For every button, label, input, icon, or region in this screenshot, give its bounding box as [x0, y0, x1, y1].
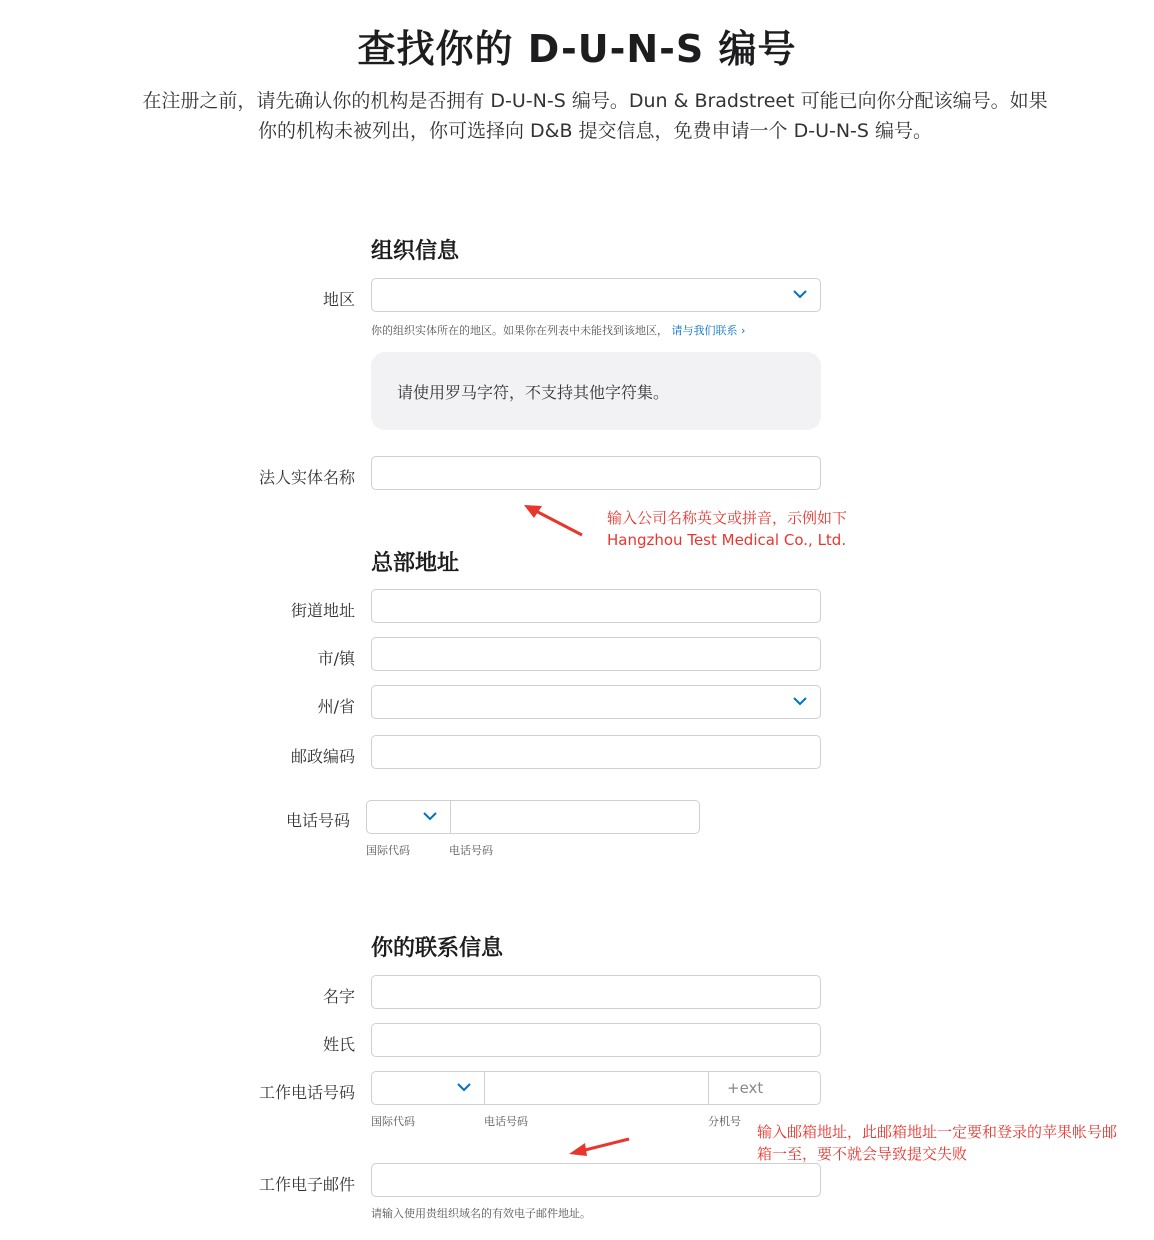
roman-characters-notice: [371, 352, 821, 430]
last-name-input[interactable]: [372, 1024, 820, 1056]
region-helper: [371, 322, 745, 338]
chevron-down-icon: [792, 288, 808, 300]
last-name-label: 姓氏: [322, 1035, 355, 1054]
red-arrow-icon: [565, 1136, 635, 1158]
email-annotation-line2: 箱一至，要不就会导致提交失败: [757, 1145, 968, 1163]
postal-field[interactable]: [371, 735, 821, 769]
city-label: 市/镇: [317, 649, 355, 668]
email-annotation-line1: 输入邮箱地址，此邮箱地址一定要和登录的苹果帐号邮: [757, 1123, 1118, 1141]
chevron-down-icon: [792, 695, 808, 707]
hq-phone-group: [366, 800, 700, 834]
state-select[interactable]: [371, 685, 821, 719]
email-input[interactable]: [372, 1164, 820, 1196]
legal-name-input[interactable]: [372, 457, 820, 489]
email-label: 工作电子邮件: [258, 1175, 355, 1194]
contact-us-link[interactable]: 请与我们联系 ›: [671, 324, 746, 337]
work-phone-caption: 电话号码: [484, 1115, 528, 1128]
work-country-code-caption: 国际代码: [371, 1115, 415, 1128]
work-phone-field[interactable]: [485, 1072, 708, 1104]
notice-text: 请使用罗马字符，不支持其他字符集。: [397, 383, 670, 402]
hq-phone-label: 电话号码: [285, 811, 350, 830]
first-name-label: 名字: [322, 987, 355, 1006]
region-label: 地区: [322, 290, 355, 309]
legal-name-annotation-line2: Hangzhou Test Medical Co., Ltd.: [607, 531, 847, 549]
legal-name-label: 法人实体名称: [258, 468, 355, 487]
work-phone-group: [371, 1071, 821, 1105]
page-intro: 在注册之前，请先确认你的机构是否拥有 D-U-N-S 编号。Dun & Bradstreet 可能已向你分配该编号。如果你的机构未被列出，你可选择向 D&B 提交信息，免费申请一个 D-U-N-S 编号。: [142, 90, 1048, 142]
hq-country-code-caption: 国际代码: [366, 844, 410, 857]
chevron-down-icon: [422, 810, 438, 822]
legal-name-field[interactable]: [371, 456, 821, 490]
work-ext-field[interactable]: [709, 1072, 820, 1104]
ext-placeholder: +ext: [727, 1079, 764, 1097]
work-ext-caption: 分机号: [708, 1115, 741, 1128]
work-phone-label: 工作电话号码: [258, 1083, 355, 1102]
section-title-org: 组织信息: [371, 239, 460, 264]
street-input[interactable]: [372, 590, 820, 622]
region-helper-text: 你的组织实体所在的地区。如果你在列表中未能找到该地区，: [371, 324, 668, 337]
email-field[interactable]: [371, 1163, 821, 1197]
postal-input[interactable]: [372, 736, 820, 768]
page-title: 查找你的 D-U-N-S 编号: [357, 27, 797, 71]
street-label: 街道地址: [290, 601, 355, 620]
region-select[interactable]: [371, 278, 821, 312]
state-label: 州/省: [317, 697, 355, 716]
first-name-input[interactable]: [372, 976, 820, 1008]
hq-phone-field[interactable]: [451, 801, 699, 833]
section-title-hq: 总部地址: [371, 551, 460, 576]
chevron-down-icon: [456, 1081, 472, 1093]
legal-name-annotation-line1: 输入公司名称英文或拼音，示例如下: [607, 509, 848, 527]
section-title-contact: 你的联系信息: [371, 936, 504, 961]
postal-label: 邮政编码: [290, 747, 355, 766]
hq-country-code-select[interactable]: [367, 801, 450, 833]
email-annotation: [757, 1121, 1117, 1165]
email-helper: 请输入使用贵组织域名的有效电子邮件地址。: [371, 1207, 591, 1220]
street-field[interactable]: [371, 589, 821, 623]
work-country-code-select[interactable]: [372, 1072, 484, 1104]
first-name-field[interactable]: [371, 975, 821, 1009]
red-arrow-icon: [520, 500, 590, 540]
city-input[interactable]: [372, 638, 820, 670]
hq-phone-caption: 电话号码: [449, 844, 493, 857]
city-field[interactable]: [371, 637, 821, 671]
legal-name-annotation: [607, 507, 847, 551]
last-name-field[interactable]: [371, 1023, 821, 1057]
